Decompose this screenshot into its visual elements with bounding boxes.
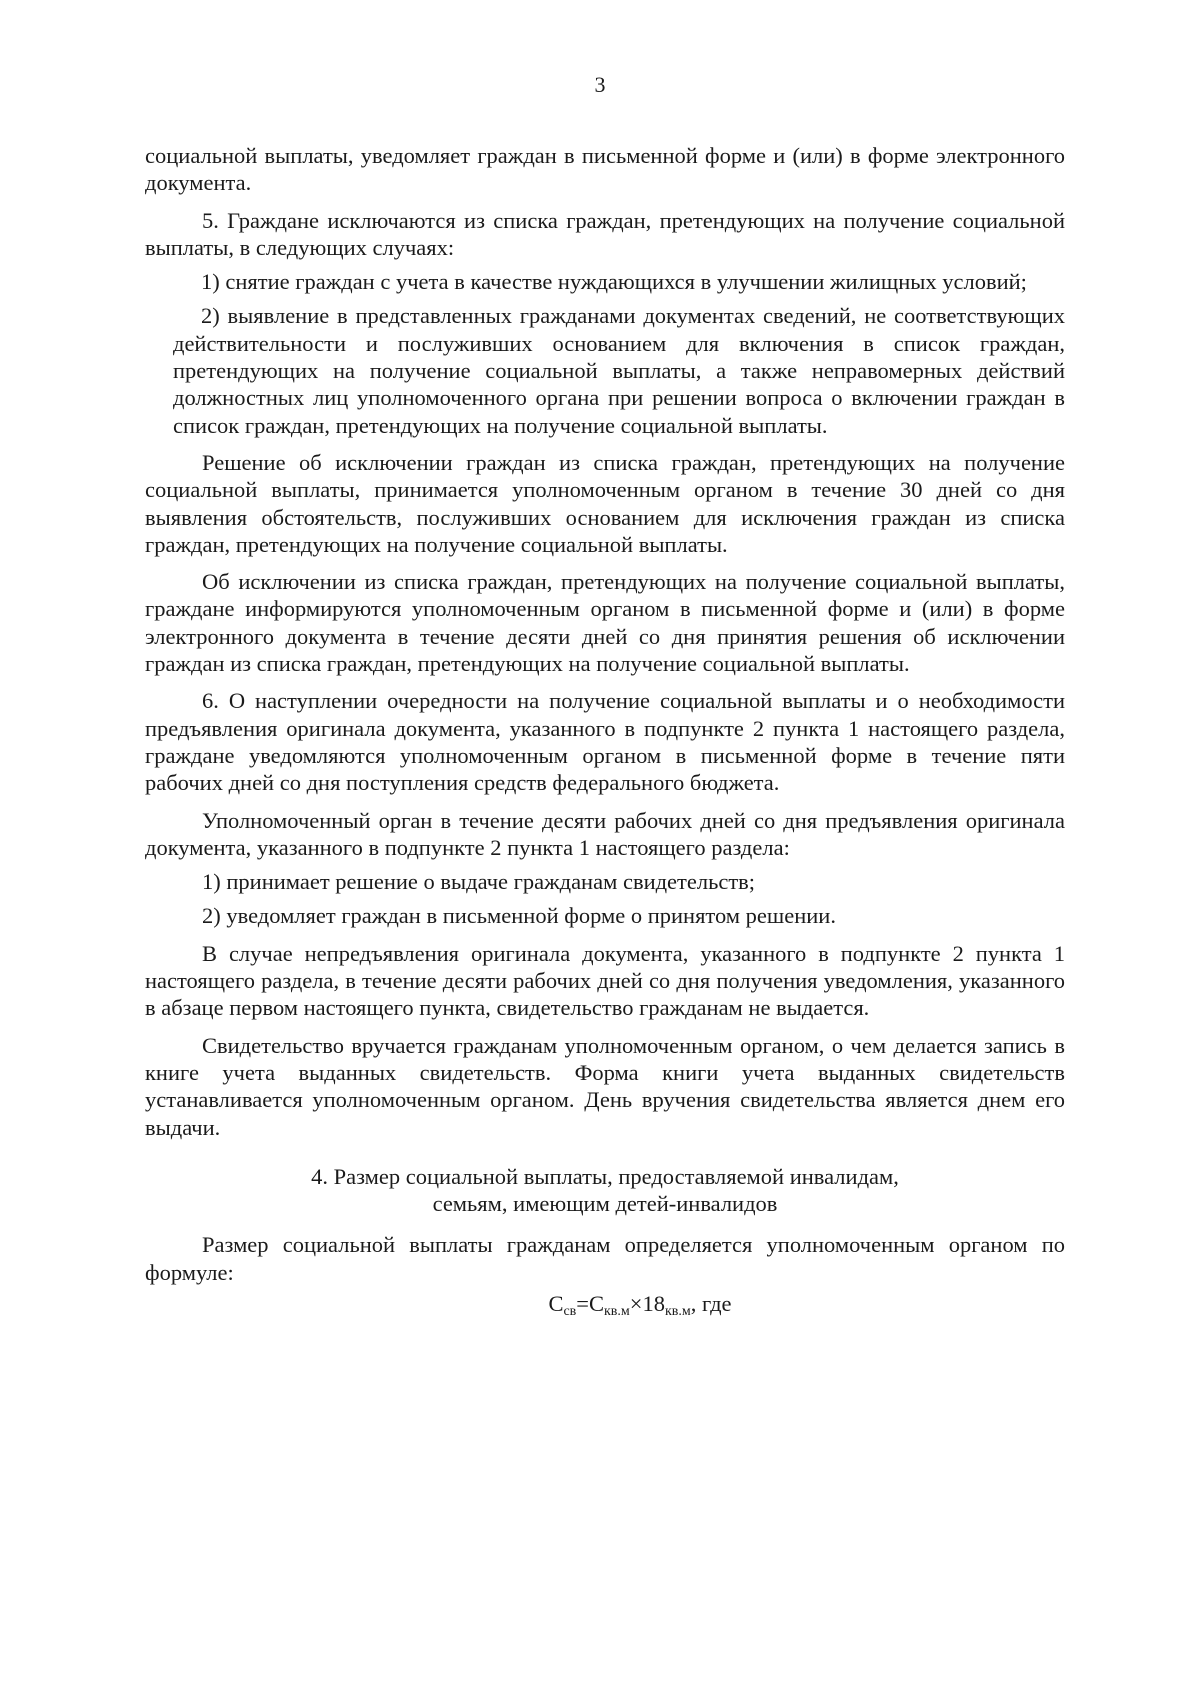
paragraph-authority-actions: Уполномоченный орган в течение десяти рабочих дней со дня предъявления оригинала документа, указанного в подпункте 2 пункта 1 настоящего раздела: [145, 807, 1065, 860]
section-heading-line-2: семьям, имеющим детей-инвалидов [432, 1191, 778, 1217]
formula-times: ×18 [629, 1290, 665, 1316]
section-heading-line-1: 4. Размер социальной выплаты, предоставляемой инвалидам, [311, 1163, 899, 1189]
formula-area-subscript: кв.м [664, 1303, 691, 1319]
payment-formula [215, 1290, 1065, 1325]
section-heading-4 [145, 1163, 1065, 1218]
paragraph-continuation: социальной выплаты, уведомляет граждан в письменной форме и (или) в форме электронного документа. [145, 143, 1065, 196]
paragraph-certificate-delivery: Свидетельство вручается гражданам уполномоченным органом, о чем делается запись в книге учета выданных свидетельств. Форма книги учета выданных свидетельств устанавливается уполномоченным органом. День вручения свидетельства является днем его выдачи. [145, 1032, 1065, 1140]
paragraph-exclusion-decision: Решение об исключении граждан из списка граждан, претендующих на получение социальной выплаты, принимается уполномоченным органом в течение 30 дней со дня выявления обстоятельств, послуживших основанием для исключения граждан из списка граждан, претендующих на получение социальной выплаты. [145, 449, 1065, 557]
document-body [145, 142, 1065, 1325]
formula-equals: =С [576, 1290, 604, 1316]
formula-lhs-subscript: св [563, 1303, 577, 1319]
paragraph-exclusion-notice: Об исключении из списка граждан, претендующих на получение социальной выплаты, граждане информируются уполномоченным органом в письменной форме и (или) в форме электронного документа в течение десяти дней со дня принятия решения об исключении граждан из списка граждан, претендующих на получение социальной выплаты. [145, 569, 1065, 677]
subitem-6-2: 2) уведомляет граждан в письменной форме о принятом решении. [202, 903, 836, 929]
formula-price-subscript: кв.м [603, 1303, 630, 1319]
subitem-5-2: 2) выявление в представленных гражданами документах сведений, не соответствующих действительности и послуживших основанием для включения в список граждан, претендующих на получение социальной выплаты, а также неправомерных действий должностных лиц уполномоченного органа при решении вопроса о включении граждан в список граждан, претендующих на получение социальной выплаты. [173, 303, 1065, 438]
paragraph-item-5: 5. Граждане исключаются из списка граждан, претендующих на получение социальной выплаты, в следующих случаях: [145, 207, 1065, 260]
subitem-6-1: 1) принимает решение о выдаче гражданам свидетельств; [202, 869, 756, 895]
formula-tail: , где [690, 1290, 732, 1316]
paragraph-item-6: 6. О наступлении очередности на получение социальной выплаты и о необходимости предъявления оригинала документа, указанного в подпункте 2 пункта 1 настоящего раздела, граждане уведомляются уполномоченным органом в письменной форме в течение пяти рабочих дней со дня поступления средств федерального бюджета. [145, 688, 1065, 796]
formula-lhs: С [548, 1290, 564, 1316]
subitem-5-1: 1) снятие граждан с учета в качестве нуждающихся в улучшении жилищных условий; [201, 269, 1027, 295]
paragraph-formula-intro: Размер социальной выплаты гражданам определяется уполномоченным органом по формуле: [145, 1232, 1065, 1285]
page-number: 3 [594, 72, 606, 97]
paragraph-non-presentation: В случае непредъявления оригинала документа, указанного в подпункте 2 пункта 1 настоящего раздела, в течение десяти рабочих дней со дня получения уведомления, указанного в абзаце первом настоящего пункта, свидетельство гражданам не выдается. [145, 940, 1065, 1021]
